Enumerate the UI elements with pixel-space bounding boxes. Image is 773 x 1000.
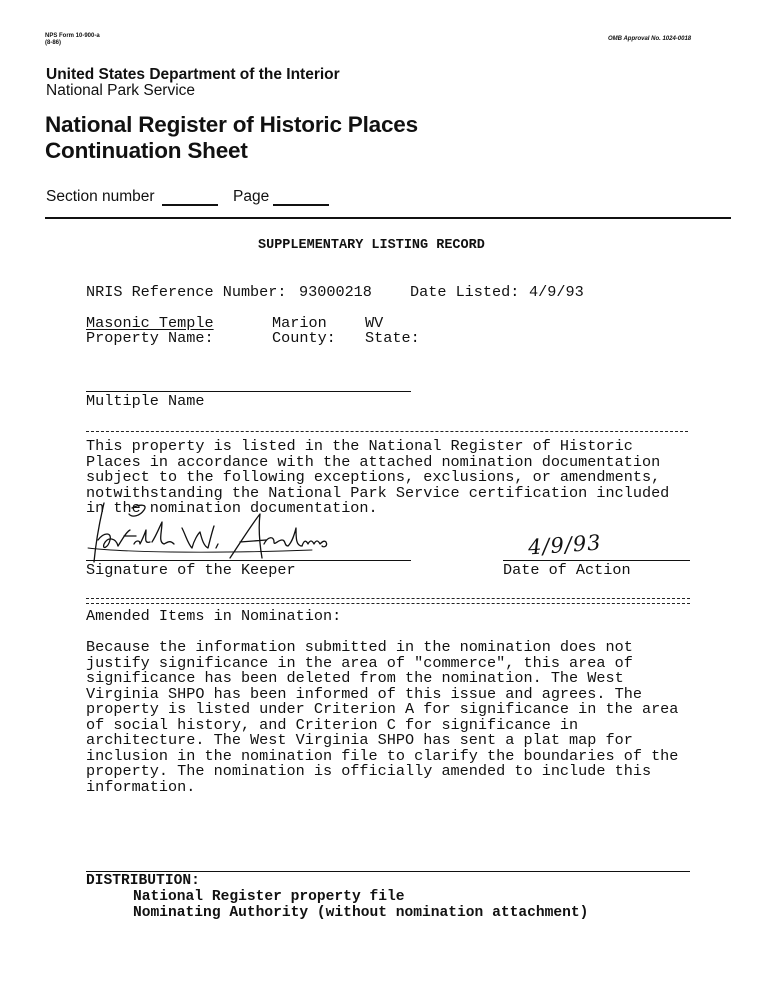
county-label: County: — [272, 329, 336, 347]
page-label: Page — [233, 188, 270, 205]
date-listed-value: 4/9/93 — [529, 283, 584, 301]
signature-stroke — [216, 544, 218, 548]
statement-line-4: notwithstanding the National Park Service certification included — [86, 483, 670, 502]
amended-line-10: information. — [86, 777, 196, 796]
amended-line-4: Virginia SHPO has been informed of this issue and agrees. The — [86, 684, 642, 703]
distribution-item-2: Nominating Authority (without nomination attachment) — [133, 905, 589, 921]
service-name: National Park Service — [46, 82, 196, 99]
statement-line-2: Places in accordance with the attached nomination documentation — [86, 452, 661, 471]
double-dashed-separator — [86, 598, 690, 604]
nris-label: NRIS Reference Number: — [86, 283, 287, 301]
amended-heading: Amended Items in Nomination: — [86, 607, 342, 625]
section-number-blank — [162, 204, 218, 206]
amended-line-3: significance has been deleted from the nomination. The West — [86, 669, 624, 687]
section-number-label: Section number — [46, 188, 155, 205]
signature-stroke — [88, 548, 312, 552]
form-date: (8-86) — [45, 40, 62, 46]
state-label: State: — [365, 329, 420, 347]
distribution-heading: DISTRIBUTION: — [86, 873, 200, 889]
department-name: United States Department of the Interior — [46, 66, 340, 83]
signature-label: Signature of the Keeper — [86, 561, 296, 579]
signature-stroke — [118, 530, 136, 546]
signature-stroke — [129, 505, 145, 516]
signature-stroke — [302, 541, 327, 547]
amended-line-5: property is listed under Criterion A for significance in the area — [86, 700, 679, 718]
signature-stroke — [134, 530, 150, 544]
property-name-label: Property Name: — [86, 329, 214, 347]
amended-line-9: property. The nomination is officially amended to include this — [86, 762, 652, 780]
amended-line-1: Because the information submitted in the nomination does not — [86, 638, 633, 656]
state-value: WV — [365, 314, 384, 332]
omb-approval: OMB Approval No. 1024-0018 — [608, 36, 692, 42]
form-number: NPS Form 10-900-a — [45, 33, 100, 39]
date-listed-label: Date Listed: — [410, 283, 520, 301]
record-heading: SUPPLEMENTARY LISTING RECORD — [258, 238, 485, 253]
action-date-handwritten: 4/9/93 — [527, 530, 603, 560]
signature-stroke — [182, 526, 214, 548]
signature-stroke — [94, 503, 104, 562]
header-divider — [45, 217, 731, 219]
dashed-separator — [86, 431, 688, 432]
page-blank — [273, 204, 329, 206]
signature-stroke — [98, 534, 118, 547]
signature-stroke — [152, 522, 174, 544]
form-subtitle: Continuation Sheet — [45, 138, 248, 163]
multiple-name-label: Multiple Name — [86, 392, 205, 410]
statement-line-3: subject to the following exceptions, exclusions, or amendments, — [86, 468, 661, 486]
statement-line-5: in the nomination documentation. — [86, 499, 378, 517]
amended-line-2: justify significance in the area of "commerce", this area of — [86, 653, 633, 672]
county-value: Marion — [272, 314, 327, 332]
distribution-item-1: National Register property file — [133, 889, 405, 905]
statement-line-1: This property is listed in the National Register of Historic — [86, 437, 633, 455]
amended-line-7: architecture. The West Virginia SHPO has sent a plat map for — [86, 731, 633, 749]
amended-line-8: inclusion in the nomination file to clarify the boundaries of the — [86, 746, 679, 765]
signature-stroke — [264, 528, 302, 546]
amended-line-6: of social history, and Criterion C for significance in — [86, 715, 579, 734]
property-name-underlined: Masonic Temple — [86, 314, 214, 332]
nris-value: 93000218 — [299, 283, 372, 301]
form-title: National Register of Historic Places — [45, 112, 418, 137]
date-of-action-label: Date of Action — [503, 561, 631, 579]
